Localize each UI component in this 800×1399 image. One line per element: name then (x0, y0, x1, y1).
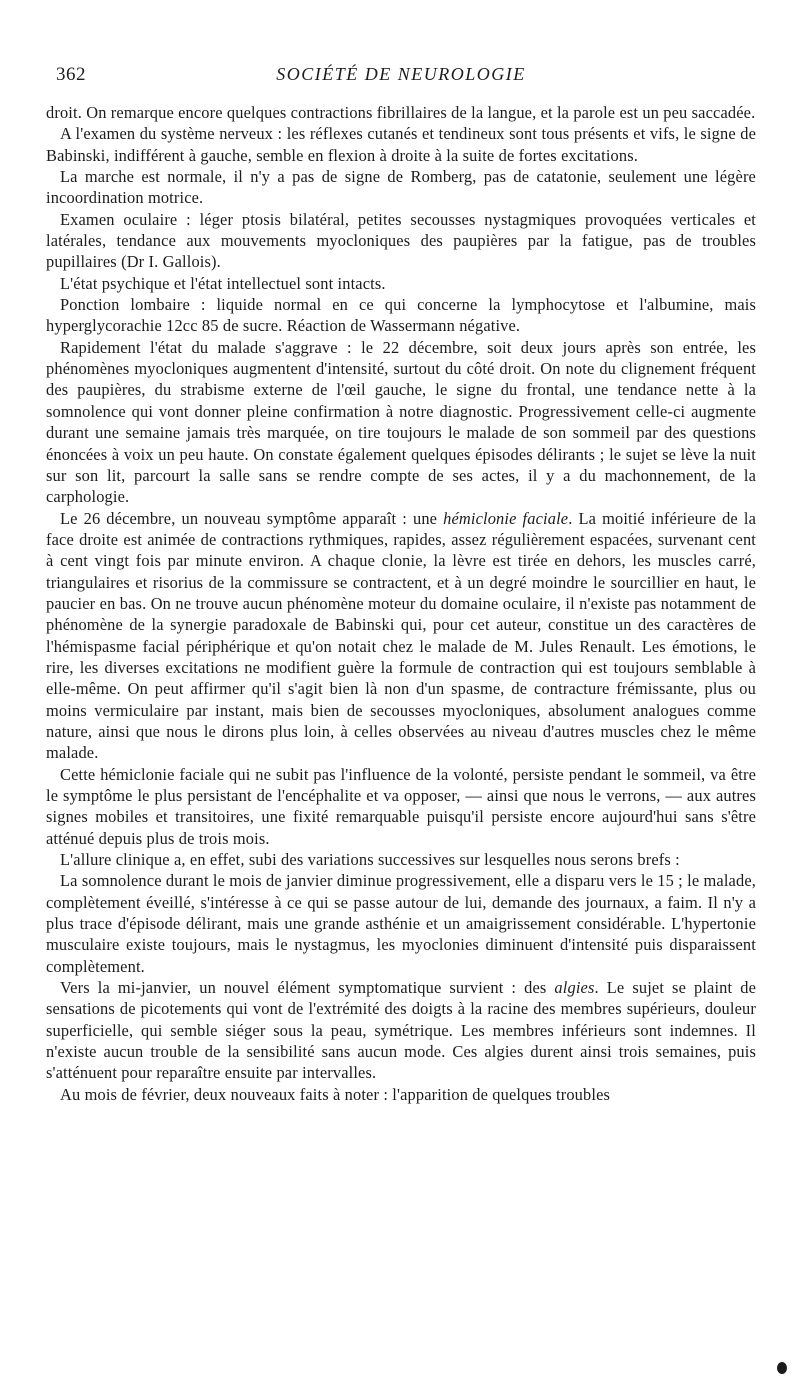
paragraph (46, 870, 756, 977)
paragraph (46, 1084, 756, 1105)
paragraph (46, 508, 756, 764)
emphasized-text: hémiclonie faciale (443, 508, 569, 528)
paragraph (46, 764, 756, 849)
paragraph (46, 209, 756, 273)
paragraph-text: La somnolence durant le mois de janvier diminue progressivement, elle a disparu vers le 15 ; le malade, complètement éveillé, s'intéresse à ce qui se passe autour de lui, demande des journaux, a faim. Il n'y a plus trace d'épisode délirant, mais une grande asthénie et un amaigrissement considérable. L'hypertonie musculaire existe toujours, mais le nystagmus, les myoclonies diminuent d'intensité puis disparaissent complètement. (46, 871, 756, 976)
paragraph-text: droit. On remarque encore quelques contractions fibrillaires de la langue, et la parole est un peu saccadée. (46, 103, 756, 122)
paragraph-text: Le 26 décembre, un nouveau symptôme apparaît : une (60, 508, 444, 528)
paragraph-text: A l'examen du système nerveux : les réflexes cutanés et tendineux sont tous présents et vifs, le signe de Babinski, indifférent à gauche, semble en flexion à droite à la suite de fortes excitations. (46, 124, 756, 165)
page-number: 362 (56, 64, 86, 85)
paragraph (46, 273, 756, 294)
paragraph (46, 337, 756, 508)
paragraph-text: . Le sujet se plaint de sensations de picotements qui vont de l'extrémité des doigts à la racine des membres supérieurs, douleur superficielle, qui semble siéger sous la peau, symétrique. Les membres inférieurs sont indemnes. Il n'existe aucun trouble de la sensibilité sans aucun mode. Ces algies durent ainsi trois semaines, puis s'atténuent pour reparaître ensuite par intervalles. (46, 978, 756, 1083)
paragraph-text: L'état psychique et l'état intellectuel sont intacts. (60, 273, 386, 293)
paragraph-text: Rapidement l'état du malade s'aggrave : le 22 décembre, soit deux jours après son entrée, les phénomènes myocloniques augmentent d'intensité, surtout du côté droit. On note du clignement fréquent des paupières, du strabisme externe de l'œil gauche, le signe du frontal, une tendance nette à la somnolence qui vont donner pleine confirmation à notre diagnostic. Progressivement celle-ci augmente durant une semaine jamais très marquée, on tire toujours le malade de son sommeil par des questions énoncées à voix un peu haute. On constate également quelques épisodes délirants ; le sujet se lève la nuit sur son lit, parcourt la salle sans se rendre compte de ses actes, il y a du machonnement, de la carphologie. (46, 337, 756, 507)
paragraph-text: Examen oculaire : léger ptosis bilatéral, petites secousses nystagmiques provoquées verticales et latérales, tendance aux mouvements myocloniques des paupières par la fatigue, pas de troubles pupillaires (Dr I. Gallois). (46, 209, 756, 272)
page-header (46, 58, 756, 98)
paragraph (46, 102, 756, 123)
ink-dot-mark (777, 1362, 787, 1374)
paragraph (46, 977, 756, 1084)
paragraph-text: Au mois de février, deux nouveaux faits à noter : l'apparition de quelques troubles (60, 1084, 611, 1104)
paragraph (46, 123, 756, 166)
paragraph (46, 294, 756, 337)
paragraph-text: . La moitié inférieure de la face droite est animée de contractions rythmiques, rapides, assez régulièrement espacées, survenant cent à cent vingt fois par minute environ. A chaque clonie, la lèvre est tirée en dehors, les muscles carré, triangulaires et risorius de la commissure se contractent, et à un degré moindre le sourcillier en haut, le paucier en bas. On ne trouve aucun phénomène moteur du domaine oculaire, il n'existe pas notamment de phénomène de la synergie paradoxale de Babinski qui, pour cet auteur, constitue un des caractères de l'hémispasme facial périphérique et qu'on notait chez le malade de M. Jules Renault. Les émotions, le rire, les diverses excitations ne modifient guère la formule de contraction qui est toujours semblable à elle-même. On peut affirmer qu'il s'agit bien là non d'un spasme, de contracture frémissante, plus ou moins vermiculaire par instant, mais bien de secousses myocloniques, absolument analogues comme nature, ainsi que nous le dirons plus loin, à celles observées au niveau d'autres muscles chez le même malade. (46, 508, 756, 763)
paragraph (46, 166, 756, 209)
running-head: SOCIÉTÉ DE NEUROLOGIE (276, 64, 526, 84)
paragraph-text: La marche est normale, il n'y a pas de signe de Romberg, pas de catatonie, seulement une légère incoordination motrice. (46, 167, 756, 208)
paragraph (46, 849, 756, 870)
paragraph-text: Ponction lombaire : liquide normal en ce qui concerne la lymphocytose et l'albumine, mais hyperglycorachie 12cc 85 de sucre. Réaction de Wassermann négative. (46, 295, 756, 336)
paragraph-text: L'allure clinique a, en effet, subi des variations successives sur lesquelles nous serons brefs : (60, 850, 680, 870)
page (46, 58, 756, 1105)
paragraph-text: Cette hémiclonie faciale qui ne subit pas l'influence de la volonté, persiste pendant le sommeil, va être le symptôme le plus persistant de l'encéphalite et va opposer, — ainsi que nous le verrons, — aux autres signes mobiles et transitoires, une fixité remarquable puisqu'il persiste encore aujourd'hui sans s'être atténué depuis plus de trois mois. (46, 764, 756, 848)
body-text (46, 102, 756, 1105)
emphasized-text: algies (554, 978, 595, 998)
paragraph-text: Vers la mi-janvier, un nouvel élément symptomatique survient : des (60, 978, 555, 998)
